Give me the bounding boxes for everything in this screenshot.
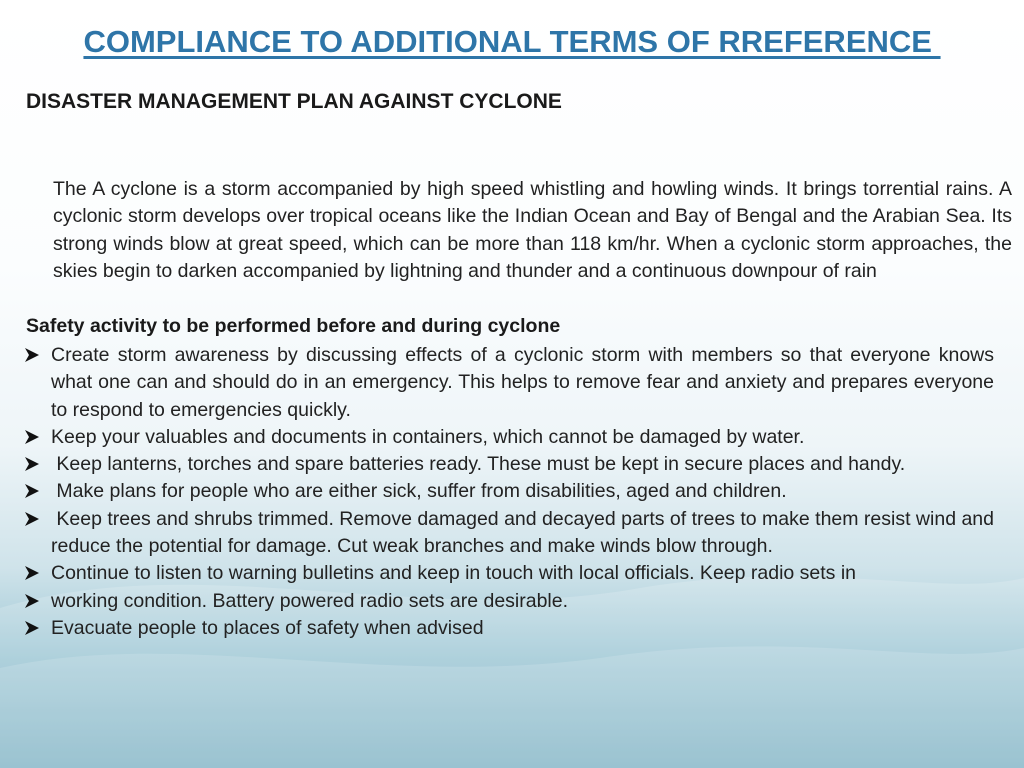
slide-title: COMPLIANCE TO ADDITIONAL TERMS OF RREFERENCE [83,24,941,59]
arrowhead-bullet-icon [24,342,46,363]
bullet-text: working condition. Battery powered radio sets are desirable. [51,589,569,612]
arrowhead-bullet-icon [24,451,46,472]
arrowhead-bullet-icon [24,506,46,527]
arrowhead-bullet-icon [24,615,46,636]
slide-subtitle: DISASTER MANAGEMENT PLAN AGAINST CYCLONE [26,90,562,113]
intro-paragraph: The A cyclone is a storm accompanied by high speed whistling and howling winds. It brings torrential rains. A cyclonic storm develops over tropical oceans like the Indian Ocean and Bay of Bengal and the Arabian Sea. Its strong winds blow at great speed, which can be more than 118 km/hr. When a cyclonic storm approaches, the skies begin to darken accompanied by lightning and thunder and a continuous downpour of rain [53,178,1012,282]
section-heading: Safety activity to be performed before and during cyclone [26,315,561,337]
bullet-text: Keep trees and shrubs trimmed. Remove damaged and decayed parts of trees to make them resist wind and reduce the potential for damage. Cut weak branches and make winds blow through. [51,507,1000,558]
arrowhead-bullet-icon [24,588,46,609]
list-item [24,478,994,505]
list-item [24,588,994,615]
bullet-text: Continue to listen to warning bulletins and keep in touch with local officials. Keep radio sets in [51,562,857,585]
list-item [24,424,994,451]
bullet-text: Keep lanterns, torches and spare batteries ready. These must be kept in secure places and handy. [51,453,906,476]
bullet-text: Create storm awareness by discussing effects of a cyclonic storm with members so that everyone knows what one can and should do in an emergency. This helps to remove fear and anxiety and prepares everyone to respond to emergencies quickly. [51,344,994,421]
list-item [24,560,994,587]
arrowhead-bullet-icon [24,478,46,499]
bullet-text: Make plans for people who are either sick, suffer from disabilities, aged and children. [51,480,787,503]
bullet-text: Evacuate people to places of safety when advised [51,616,484,639]
list-item [24,342,994,424]
arrowhead-bullet-icon [24,424,46,445]
list-item [24,506,1000,561]
list-item [24,615,994,642]
safety-bullet-list [24,342,1000,642]
list-item [24,451,994,478]
bullet-text: Keep your valuables and documents in containers, which cannot be damaged by water. [51,425,805,448]
arrowhead-bullet-icon [24,560,46,581]
